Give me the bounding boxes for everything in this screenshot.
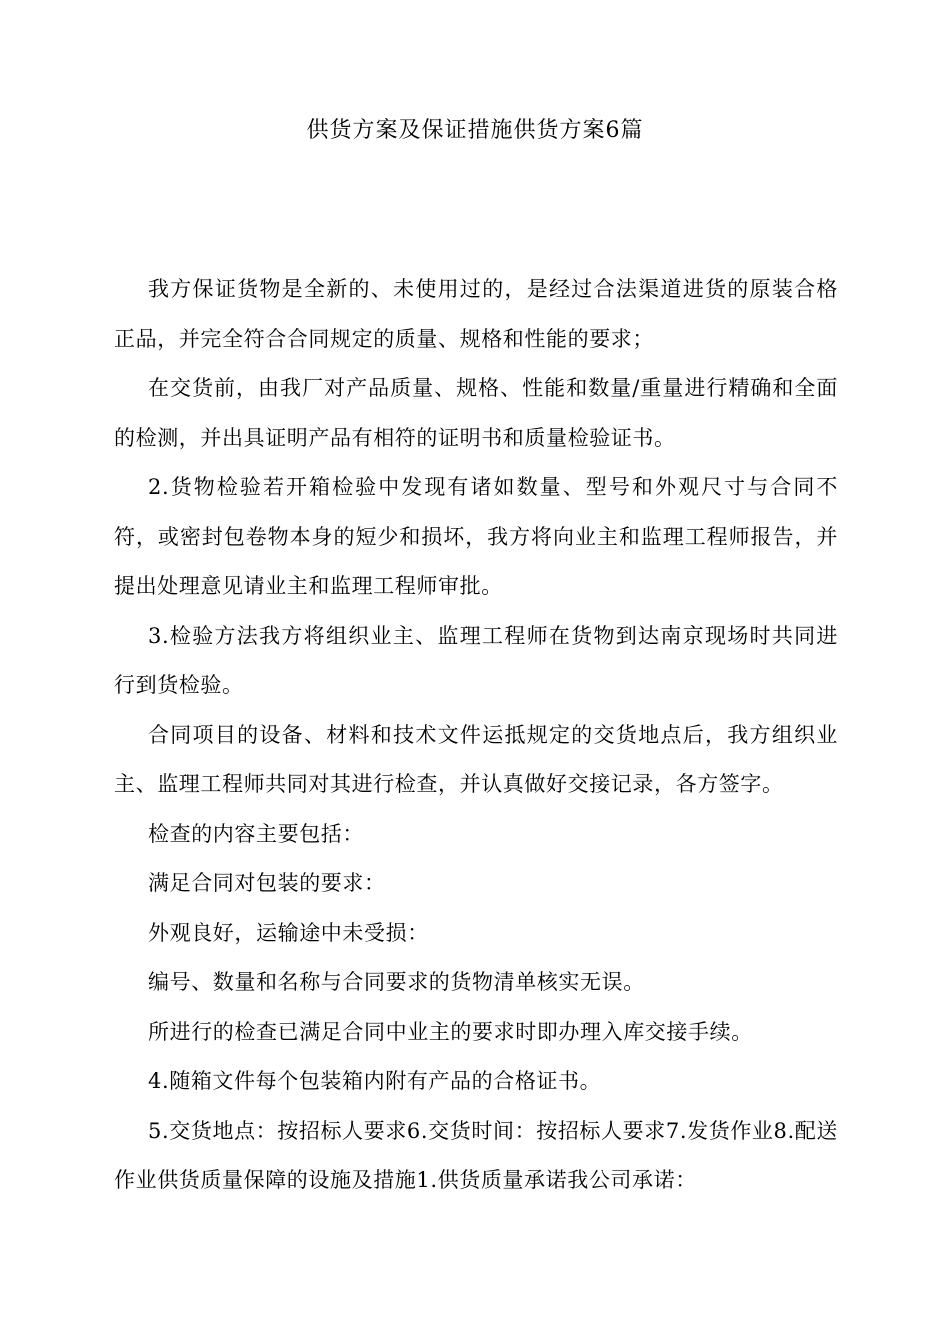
paragraph-delivery-terms: 5.交货地点：按招标人要求6.交货时间：按招标人要求7.发货作业8.配送作业供货质量保障的设施及措施1.供货质量承诺我公司承诺： — [114, 1118, 838, 1192]
paragraph-goods-list: 编号、数量和名称与合同要求的货物清单核实无误。 — [148, 970, 645, 994]
document-body — [114, 265, 838, 1206]
paragraph-accompanying-documents: 4.随箱文件每个包装箱内附有产品的合格证书。 — [148, 1069, 602, 1093]
paragraph-goods-inspection: 2.货物检验若开箱检验中发现有诸如数量、型号和外观尺寸与合同不符，或密封包卷物本身的短少和损坏，我方将向业主和监理工程师报告，并提出处理意见请业主和监理工程师审批。 — [114, 475, 838, 598]
paragraph-inspection-method: 3.检验方法我方将组织业主、监理工程师在货物到达南京现场时共同进行到货检验。 — [114, 623, 838, 697]
paragraph-check-contents: 检查的内容主要包括： — [148, 821, 364, 846]
paragraph-pre-delivery-inspection: 在交货前，由我厂对产品质量、规格、性能和数量/重量进行精确和全面的检测，并出具证明产品有相符的证明书和质量检验证书。 — [114, 376, 838, 450]
paragraph-packaging-requirement: 满足合同对包装的要求： — [148, 871, 386, 895]
paragraph-joint-check: 合同项目的设备、材料和技术文件运抵规定的交货地点后，我方组织业主、监理工程师共同对其进行检查，并认真做好交接记录，各方签字。 — [114, 722, 838, 796]
paragraph-quality-guarantee: 我方保证货物是全新的、未使用过的，是经过合法渠道进货的原装合格正品，并完全符合合同规定的质量、规格和性能的要求； — [114, 277, 838, 351]
document-title: 供货方案及保证措施供货方案6篇 — [306, 118, 644, 143]
paragraph-appearance: 外观良好，运输途中未受损： — [148, 920, 429, 945]
paragraph-warehousing: 所进行的检查已满足合同中业主的要求时即办理入库交接手续。 — [148, 1019, 753, 1044]
